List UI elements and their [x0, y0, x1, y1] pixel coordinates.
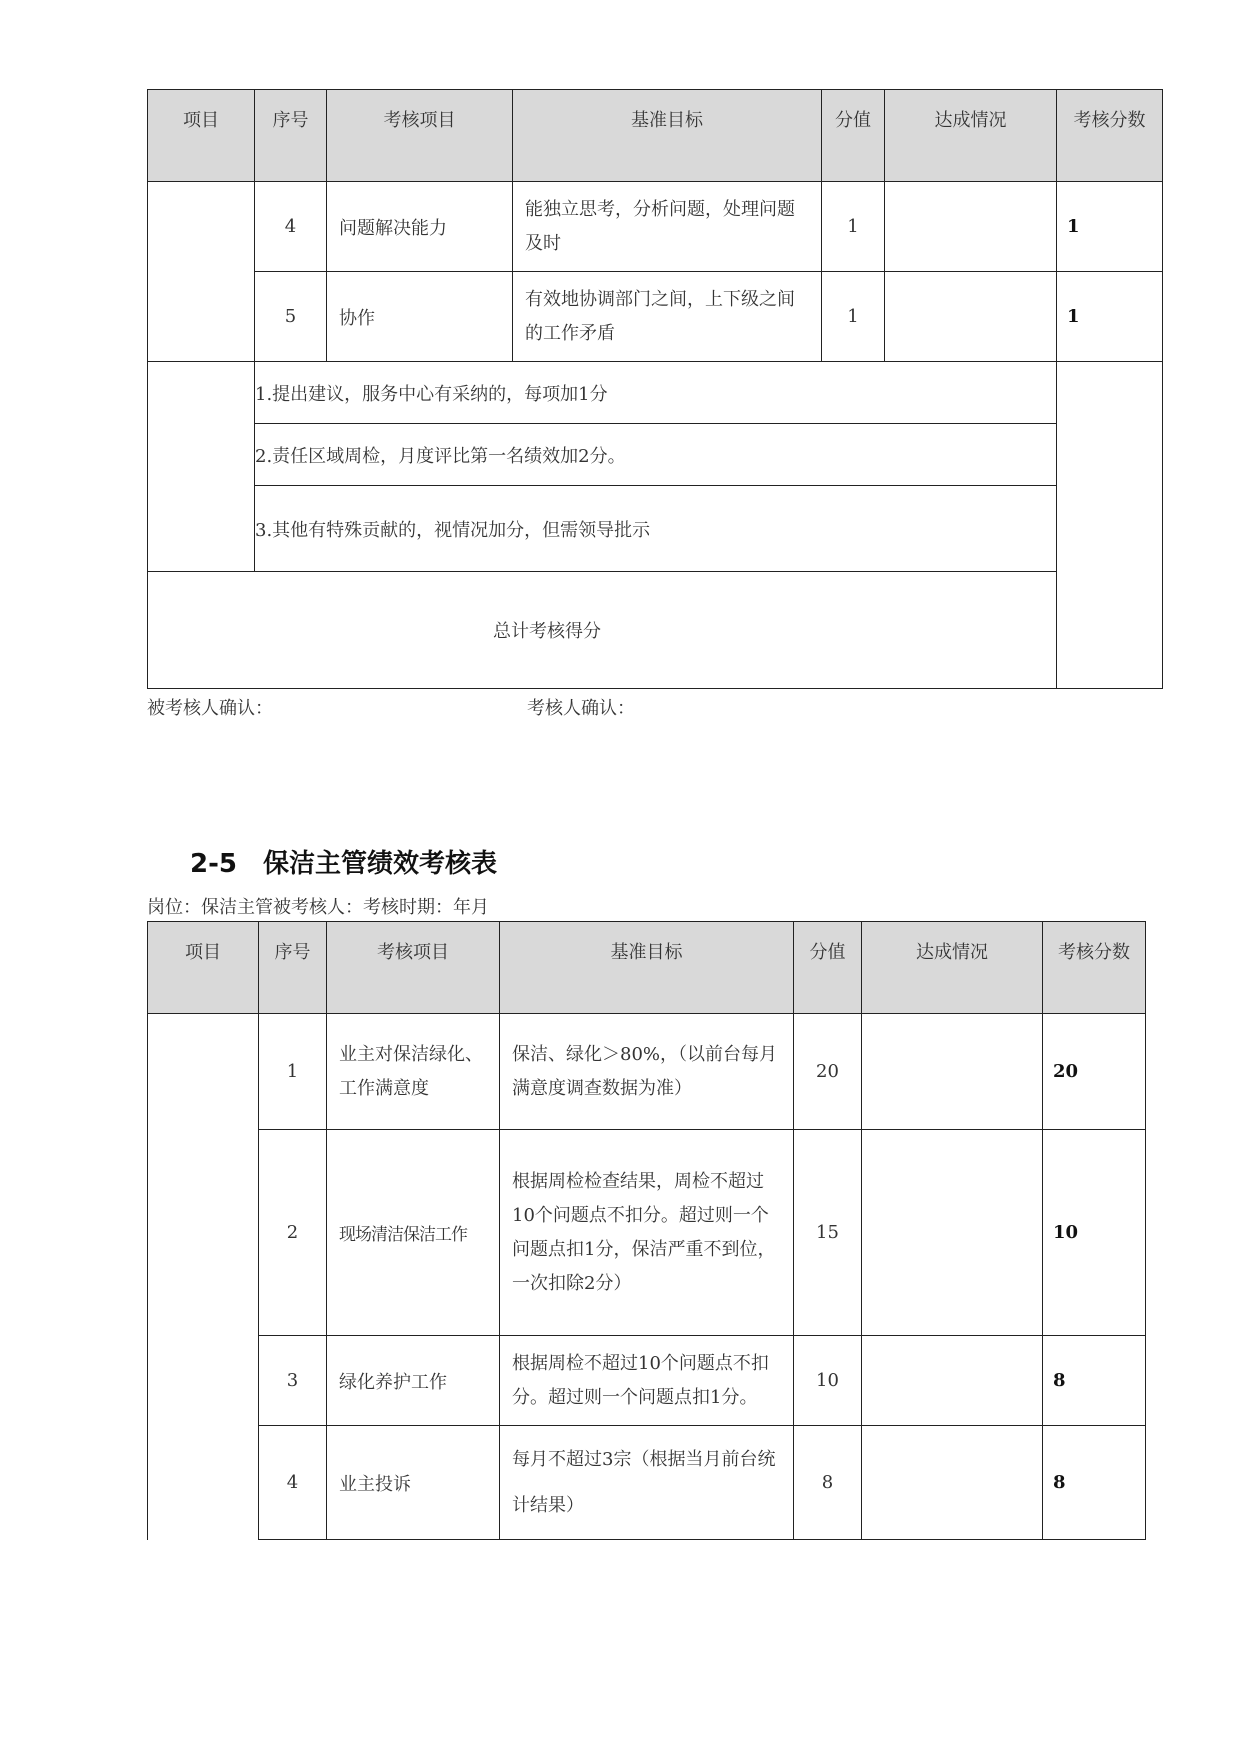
- row-points: 10: [794, 1336, 862, 1426]
- bonus-row: [148, 486, 1163, 572]
- header-number: 序号: [259, 922, 327, 1014]
- bonus-item-2: 2.责任区域周检，月度评比第一名绩效加2分。: [255, 424, 1057, 486]
- bonus-row: [148, 424, 1163, 486]
- row-number: 2: [259, 1130, 327, 1336]
- header-score: 考核分数: [1043, 922, 1146, 1014]
- category-cell: [148, 1014, 259, 1540]
- row-score: 1: [1057, 182, 1163, 272]
- row-item: 绿化养护工作: [327, 1336, 500, 1426]
- row-status: [862, 1130, 1043, 1336]
- row-points: 1: [822, 182, 885, 272]
- total-score-cell: [1057, 362, 1163, 689]
- examinee-confirm: 被考核人确认：: [147, 698, 273, 719]
- form-meta-line: 岗位：保洁主管被考核人：考核时期：年月: [147, 897, 489, 918]
- row-number: 3: [259, 1336, 327, 1426]
- header-score: 考核分数: [1057, 90, 1163, 182]
- row-number: 4: [255, 182, 327, 272]
- row-number: 1: [259, 1014, 327, 1130]
- header-target: 基准目标: [513, 90, 822, 182]
- bonus-row: [148, 362, 1163, 424]
- row-number: 5: [255, 272, 327, 362]
- table-continued: [147, 89, 1163, 689]
- row-status: [862, 1014, 1043, 1130]
- row-item: 业主投诉: [327, 1426, 500, 1540]
- row-target: 有效地协调部门之间，上下级之间的工作矛盾: [513, 272, 822, 362]
- row-score: 8: [1043, 1426, 1146, 1540]
- header-number: 序号: [255, 90, 327, 182]
- bonus-item-1: 1.提出建议，服务中心有采纳的，每项加1分: [255, 362, 1057, 424]
- row-status: [885, 272, 1057, 362]
- row-points: 8: [794, 1426, 862, 1540]
- header-item: 考核项目: [327, 922, 500, 1014]
- header-target: 基准目标: [500, 922, 794, 1014]
- total-label: 总计考核得分: [148, 572, 1057, 689]
- header-category: 项目: [148, 922, 259, 1014]
- header-points: 分值: [794, 922, 862, 1014]
- row-target: 每月不超过3宗（根据当月前台统计结果）: [500, 1426, 794, 1540]
- bonus-category-cell: [148, 362, 255, 572]
- row-item: 问题解决能力: [327, 182, 513, 272]
- row-points: 15: [794, 1130, 862, 1336]
- row-status: [885, 182, 1057, 272]
- row-item: 业主对保洁绿化、工作满意度: [327, 1014, 500, 1130]
- row-points: 1: [822, 272, 885, 362]
- table-row: [148, 1336, 1146, 1426]
- row-target: 能独立思考，分析问题，处理问题及时: [513, 182, 822, 272]
- bonus-item-3: 3.其他有特殊贡献的，视情况加分，但需领导批示: [255, 486, 1057, 572]
- row-target: 根据周检不超过10个问题点不扣分。超过则一个问题点扣1分。: [500, 1336, 794, 1426]
- row-score: 1: [1057, 272, 1163, 362]
- header-points: 分值: [822, 90, 885, 182]
- category-cell: [148, 182, 255, 362]
- header-item: 考核项目: [327, 90, 513, 182]
- table-header-row: [148, 922, 1146, 1014]
- section-title: 2-5 保洁主管绩效考核表: [190, 849, 497, 879]
- performance-table: [147, 921, 1146, 1540]
- row-status: [862, 1336, 1043, 1426]
- row-item: 协作: [327, 272, 513, 362]
- row-score: 20: [1043, 1014, 1146, 1130]
- row-score: 10: [1043, 1130, 1146, 1336]
- header-category: 项目: [148, 90, 255, 182]
- row-target: 保洁、绿化＞80%，（以前台每月满意度调查数据为准）: [500, 1014, 794, 1130]
- header-status: 达成情况: [862, 922, 1043, 1014]
- table-row: [148, 272, 1163, 362]
- table-row: [148, 1426, 1146, 1540]
- row-status: [862, 1426, 1043, 1540]
- row-score: 8: [1043, 1336, 1146, 1426]
- table-header-row: [148, 90, 1163, 182]
- row-target: 根据周检检查结果，周检不超过10个问题点不扣分。超过则一个问题点扣1分，保洁严重不到位，一次扣除2分）: [500, 1130, 794, 1336]
- table-row: [148, 1014, 1146, 1130]
- table-row: [148, 182, 1163, 272]
- examiner-confirm: 考核人确认：: [527, 698, 635, 719]
- row-number: 4: [259, 1426, 327, 1540]
- table-row: [148, 1130, 1146, 1336]
- row-item: 现场清洁保洁工作: [327, 1130, 500, 1336]
- row-points: 20: [794, 1014, 862, 1130]
- header-status: 达成情况: [885, 90, 1057, 182]
- total-row: [148, 572, 1163, 689]
